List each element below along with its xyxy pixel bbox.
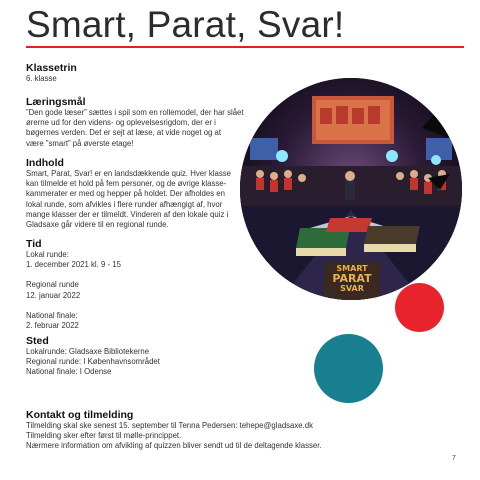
kontakt-heading: Kontakt og tilmelding [26,409,134,421]
sted-line: National finale: I Odense [26,367,112,377]
page-number: 7 [452,455,456,462]
indhold-line: kammerater er med og hepper på holdet. Der afholdes en [26,189,225,199]
kontakt-line: Tilmelding sker efter først til mølle-princippet. [26,431,182,441]
page-title: Smart, Parat, Svar! [26,4,345,45]
sted-heading: Sted [26,335,49,347]
logo-line: SMART [336,264,368,273]
section-laeringsmaal [26,96,244,149]
laeringsmaal-line: ”Den gode læser” sættes i spil som en rollemodel, der har slået [26,108,244,117]
indhold-line: kan tilmelde et hold på fem personer, og de øvrige klasse- [26,179,227,189]
tid-date: 1. december 2021 kl. 9 - 15 [26,260,121,270]
laeringsmaal-line: bøgernes verden. Det er sejt at læse, at vide noget og at [26,128,222,138]
logo-line: PARAT [332,272,372,285]
tid-heading: Tid [26,238,42,250]
tid-label: Lokal runde: [26,250,69,259]
quiz-show-photo [240,78,462,300]
section-kontakt [26,409,466,452]
indhold-line: Smart, Parat, Svar! er en landsdækkende quiz. Hver klasse [26,169,231,178]
section-sted [26,335,244,378]
decorative-red-circle [395,283,444,332]
tid-label: National finale: [26,310,78,320]
indhold-heading: Indhold [26,157,64,169]
sted-line: Regional runde: I Københavnsområdet [26,357,160,367]
klassetrin-heading: Klassetrin [26,62,77,74]
tid-date: 12. januar 2022 [26,290,81,300]
title-rule [26,46,464,48]
kontakt-line: Nærmere information om afvikling af quizzen bliver sendt ud til de deltagende klasser. [26,441,322,451]
indhold-line: lokal runde, som afvikles i flere runder afhængigt af, hvor [26,199,223,209]
tid-date: 2. februar 2022 [26,321,79,331]
sted-line: Lokalrunde: Gladsaxe Bibliotekerne [26,347,150,356]
kontakt-line: Tilmelding skal ske senest 15. september til Tenna Pedersen: tehepe@gladsaxe.dk [26,421,314,430]
section-tid [26,238,244,331]
show-logo [324,264,380,294]
indhold-line: mange klasser der er tilmeldt. Vinderen af den lokale quiz i [26,209,229,219]
section-klassetrin [26,62,244,84]
indhold-line: Gladsaxe går videre til en regional runde. [26,220,169,230]
laeringsmaal-heading: Læringsmål [26,96,86,108]
laeringsmaal-line: ørerne ud for den videns- og oplevelsesrigdom, der er i [26,118,216,128]
section-indhold [26,157,244,230]
logo-line: SVAR [340,284,364,293]
decorative-teal-circle [314,334,383,403]
laeringsmaal-line: være ”smart” på øverste etage! [26,138,134,148]
tid-label: Regional runde [26,280,79,290]
klassetrin-text: 6. klasse [26,74,57,83]
